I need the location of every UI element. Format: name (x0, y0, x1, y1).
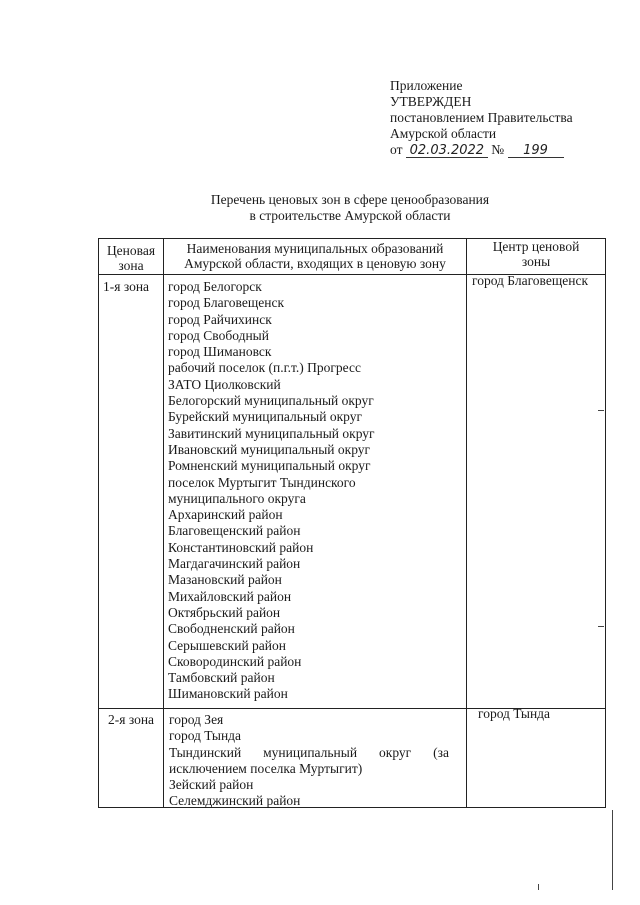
approval-line-resolution: постановлением Правительства (390, 110, 573, 125)
document-title (100, 192, 600, 224)
header-center: Центр ценовой зоны (492, 239, 580, 269)
list-item: исключением поселка Муртыгит) (169, 760, 363, 776)
handwritten-number: 199 (508, 144, 564, 158)
zone-1-municipalities (168, 279, 375, 703)
list-item: поселок Муртыгит Тындинского (168, 474, 356, 490)
zone-1-center: город Благовещенск (472, 273, 589, 288)
list-item: рабочий поселок (п.г.т.) Прогресс (168, 360, 361, 376)
zone-2-center: город Тында (478, 706, 551, 721)
list-item: город Зея (169, 712, 224, 727)
list-item: Зейский район (169, 777, 254, 793)
approval-line-region: Амурской области (390, 126, 497, 141)
zone-2-label: 2-я зона (108, 712, 155, 727)
list-item: Константиновский район (168, 539, 314, 555)
title-line-1: Перечень ценовых зон в сфере ценообразования (210, 192, 490, 207)
list-item: город Благовещенск (168, 295, 285, 311)
list-item: Магдагачинский район (168, 556, 301, 572)
list-item: Благовещенский район (168, 523, 301, 539)
approval-line-approved: УТВЕРЖДЕН (390, 94, 472, 109)
title-line-2: в строительстве Амурской области (249, 208, 451, 223)
list-item: Октябрьский район (168, 604, 281, 620)
list-item: Архаринский район (168, 507, 283, 523)
table-column-divider-2 (466, 238, 467, 808)
list-item: город Шимановск (168, 344, 272, 360)
list-item: город Тында (169, 728, 242, 744)
list-item: Мазановский район (168, 572, 282, 588)
header-zone: Ценовая зона (106, 243, 156, 273)
scan-speck (598, 626, 604, 627)
list-item: Белогорский муниципальный округ (168, 393, 374, 409)
number-prefix: № (491, 142, 505, 157)
approval-line-appendix: Приложение (390, 78, 463, 93)
price-zones-table (98, 238, 606, 808)
zone-1-label: 1-я зона (103, 279, 150, 294)
list-item: город Свободный (168, 327, 269, 343)
list-item: Михайловский район (168, 588, 292, 604)
list-item: Серышевский район (168, 637, 286, 653)
list-item: Завитинский муниципальный округ (168, 425, 375, 441)
zone-2-municipalities (169, 712, 449, 810)
list-item: ЗАТО Циолковский (168, 376, 281, 392)
scan-speck (598, 410, 604, 411)
scan-speck (538, 884, 539, 890)
table-column-divider-1 (163, 238, 164, 808)
list-item: Ромненский муниципальный округ (168, 458, 371, 474)
table-border-right (605, 238, 606, 808)
list-item: Селемджинский район (169, 793, 301, 809)
list-item: Тамбовский район (168, 670, 275, 686)
list-item: муниципального округа (168, 490, 306, 506)
list-item: город Райчихинск (168, 311, 272, 327)
date-prefix: от (390, 142, 403, 157)
list-item: Тындинский муниципальный округ (за (169, 744, 449, 760)
header-municipalities: Наименования муниципальных образований Амурской области, входящих в ценовую зону (184, 241, 446, 271)
list-item: Сковородинский район (168, 653, 302, 669)
approval-date-line (390, 142, 573, 158)
list-item: Бурейский муниципальный округ (168, 409, 362, 425)
table-border-left (98, 238, 99, 808)
scan-edge-mark (612, 810, 613, 890)
approval-block (390, 78, 573, 158)
handwritten-date: 02.03.2022 (406, 144, 488, 158)
list-item: Шимановский район (168, 686, 288, 702)
list-item: Ивановский муниципальный округ (168, 441, 371, 457)
list-item: Свободненский район (168, 621, 295, 637)
list-item: город Белогорск (168, 279, 262, 294)
